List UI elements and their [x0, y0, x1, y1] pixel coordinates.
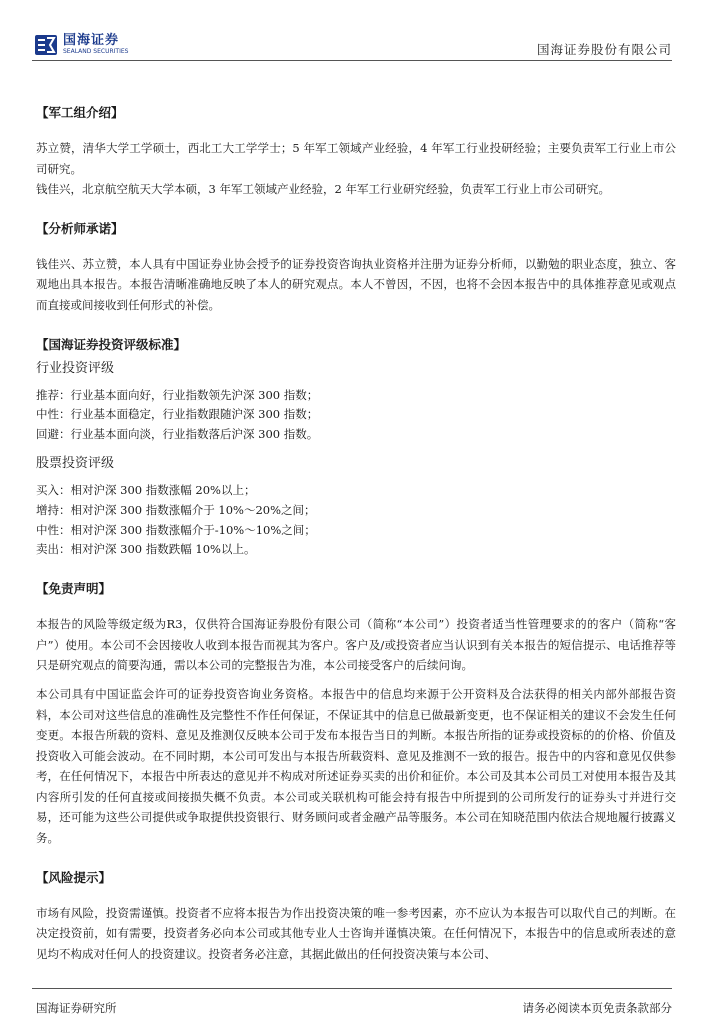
stock-rating-list: [36, 481, 676, 560]
header-divider: [32, 60, 672, 61]
list-item: 买入：相对沪深 300 指数涨幅 20%以上；: [36, 482, 256, 497]
stock-rating-title: 股票投资评级: [36, 455, 115, 471]
team-section-title: 【军工组介绍】: [36, 105, 124, 120]
risk-section: [36, 869, 676, 965]
commitment-paragraph: 钱佳兴、苏立赞，本人具有中国证券业协会授予的证券投资咨询执业资格并注册为证券分析师，以勤勉的职业态度，独立、客观地出具本报告。本报告清晰准确地反映了本人的研究观点。本人不曾因，不因，也将不会因本报告中的具体推荐意见或观点而直接或间接收到任何形式的补偿。: [36, 256, 676, 312]
list-item: 回避：行业基本面向淡，行业指数落后沪深 300 指数。: [36, 427, 319, 442]
list-item: 推荐：行业基本面向好，行业指数领先沪深 300 指数；: [36, 387, 319, 402]
disclaimer-paragraph: 本报告的风险等级定级为R3，仅供符合国海证券股份有限公司（简称“本公司”）投资者适当性管理要求的的客户（简称“客户”）使用。本公司不会因接收人收到本报告而视其为客户。客户及/或投资者应当认识到有关本报告的短信提示、电话推荐等只是研究观点的简要沟通，需以本公司的完整报告为准，本公司接受客户的后续问询。: [36, 617, 676, 673]
team-paragraph: 苏立赞，清华大学工学硕士，西北工大工学学士；5 年军工领域产业经验，4 年军工行业投研经验；主要负责军工行业上市公司研究。: [36, 141, 676, 176]
list-item: 中性：行业基本面稳定，行业指数跟随沪深 300 指数；: [36, 407, 319, 422]
sealand-logo-icon: [34, 33, 58, 57]
footer-disclaimer-note: 请务必阅读本页免责条款部分: [522, 1001, 672, 1015]
rating-section-title: 【国海证券投资评级标准】: [36, 336, 187, 352]
company-logo: [34, 33, 134, 59]
team-section: [36, 104, 676, 200]
risk-paragraph: 市场有风险，投资需谨慎。投资者不应将本报告为作出投资决策的唯一参考因素，亦不应认为本报告可以取代自己的判断。在决定投资前，如有需要，投资者务必向本公司或其他专业人士咨询并谨慎决策。在任何情况下，本报告中的信息或所表述的意见均不构成对任何人的投资建议。投资者务必注意，其据此做出的任何投资决策与本公司、: [36, 905, 676, 961]
footer-divider: [32, 988, 672, 989]
industry-rating-title: 行业投资评级: [36, 360, 115, 376]
list-item: 中性：相对沪深 300 指数涨幅介于-10%～10%之间；: [36, 522, 316, 537]
report-body: [36, 104, 676, 984]
page-header: [0, 0, 724, 64]
industry-rating-list: [36, 386, 676, 445]
disclaimer-section-title: 【免责声明】: [36, 581, 112, 597]
disclaimer-paragraph: 本公司具有中国证监会许可的证券投资咨询业务资格。本报告中的信息均来源于公开资料及合法获得的相关内部外部报告资料，本公司对这些信息的准确性及完整性不作任何保证，不保证其中的信息已做最新变更，也不保证相关的建议不会发生任何变更。本报告所载的资料、意见及推测仅反映本公司于发布本报告当日的判断。本报告所指的证券或投资标的的价格、价值及投资收入可能会波动。在不同时期，本公司可发出与本报告所载资料、意见及推测不一致的报告。报告中的内容和意见仅供参考，在任何情况下，本报告中所表达的意见并不构成对所述证券买卖的出价和征价。本公司及其本公司员工对使用本报告及其内容所引发的任何直接或间接损失概不负责。本公司或关联机构可能会持有报告中所提到的公司所发行的证券头寸并进行交易，还可能为这些公司提供或争取提供投资银行、财务顾问或者金融产品等服务。本公司在知晓范围内依法合规地履行披露义务。: [36, 686, 676, 846]
disclaimer-section: [36, 580, 676, 849]
logo-english-text: SEALAND SECURITIES: [63, 48, 129, 55]
list-item: 卖出：相对沪深 300 指数跌幅 10%以上。: [36, 542, 256, 557]
rating-section: [36, 336, 676, 561]
list-item: 增持：相对沪深 300 指数涨幅介于 10%～20%之间；: [36, 502, 316, 517]
risk-section-title: 【风险提示】: [36, 869, 112, 885]
header-company-name: 国海证券股份有限公司: [536, 42, 672, 57]
team-paragraph: 钱佳兴，北京航空航天大学本硕，3 年军工领域产业经验，2 年军工行业研究经验，负责军工行业上市公司研究。: [36, 182, 610, 197]
commitment-section: [36, 220, 676, 316]
footer-institute: 国海证券研究所: [36, 1001, 117, 1015]
commitment-section-title: 【分析师承诺】: [36, 220, 124, 236]
logo-chinese-text: 国海证券: [63, 33, 120, 48]
